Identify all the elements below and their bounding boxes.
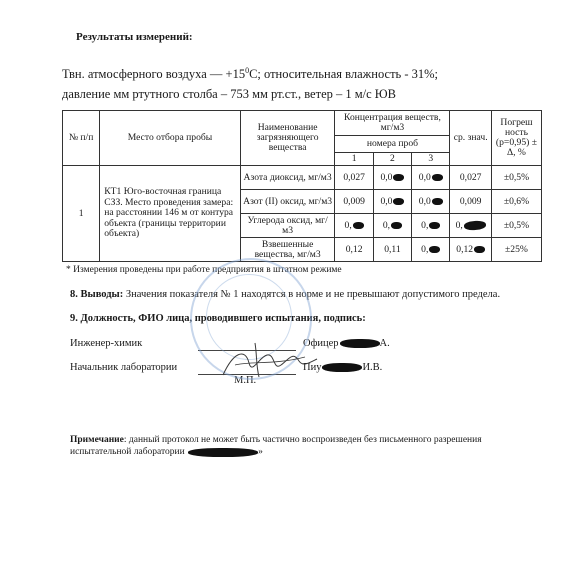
degree-superscript: 0 bbox=[245, 66, 250, 75]
conclusions-label: 8. Выводы: bbox=[70, 289, 124, 300]
header-num: № п/п bbox=[63, 111, 100, 166]
substance-cell: Взвешенные вещества, мг/м3 bbox=[240, 238, 335, 262]
note: Примечание: данный протокол не может быть частично воспроизведен без письменного разрешения испытательной лаборатории » bbox=[70, 435, 482, 458]
value-cell: 0,11 bbox=[373, 238, 411, 262]
redaction-mark bbox=[391, 222, 402, 229]
value-cell: 0,0 bbox=[412, 190, 450, 214]
engineer-name: Офицер А. bbox=[303, 338, 390, 349]
header-concentration: Концентрация веществ, мг/м3 bbox=[335, 111, 450, 136]
conclusions-text: Значения показателя № 1 находятся в норме и не превышают допустимого предела. bbox=[123, 289, 501, 300]
substance-cell: Азот (II) оксид, мг/м3 bbox=[240, 190, 335, 214]
header-sample-1: 1 bbox=[335, 153, 373, 166]
avg-cell: 0,027 bbox=[450, 166, 492, 190]
note-text-line2: испытательной лаборатории bbox=[70, 447, 188, 458]
signatures-heading: 9. Должность, ФИО лица, проводившего испытания, подпись: bbox=[70, 313, 366, 324]
sampling-place: КТ1 Юго-восточная граница СЗЗ. Место проведения замера: на расстоянии 146 м от контура объекта (границы территории объекта) bbox=[100, 166, 241, 262]
redaction-mark bbox=[432, 198, 443, 205]
value-cell: 0,0 bbox=[412, 166, 450, 190]
redaction-mark bbox=[340, 339, 380, 348]
header-substance: Наименование загрязняющего вещества bbox=[240, 111, 335, 166]
error-cell: ±0,5% bbox=[491, 214, 541, 238]
stamp-place-label: М.П. bbox=[234, 375, 257, 386]
head-name: Пиу И.В. bbox=[303, 362, 383, 373]
engineer-title: Инженер-химик bbox=[70, 338, 143, 349]
header-sample-2: 2 bbox=[373, 153, 411, 166]
redaction-mark bbox=[429, 222, 440, 229]
avg-cell: 0,12 bbox=[450, 238, 492, 262]
error-cell: ±0,5% bbox=[491, 166, 541, 190]
header-sample-3: 3 bbox=[412, 153, 450, 166]
value-cell: 0, bbox=[335, 214, 373, 238]
results-heading: Результаты измерений: bbox=[76, 31, 193, 43]
value-cell: 0,12 bbox=[335, 238, 373, 262]
substance-cell: Углерода оксид, мг/м3 bbox=[240, 214, 335, 238]
note-text: : данный протокол не может быть частично воспроизведен без письменного разрешения bbox=[123, 435, 482, 445]
redaction-mark bbox=[322, 363, 362, 372]
redaction-mark bbox=[393, 174, 404, 181]
value-cell: 0, bbox=[412, 214, 450, 238]
substance-cell: Азота диоксид, мг/м3 bbox=[240, 166, 335, 190]
humidity-text: С; относительная влажность - 31%; bbox=[249, 67, 439, 82]
row-number: 1 bbox=[63, 166, 100, 262]
pressure-wind-line: давление мм ртутного столба – 753 мм рт.ст., ветер – 1 м/с ЮВ bbox=[62, 87, 396, 101]
avg-cell: 0,009 bbox=[450, 190, 492, 214]
error-cell: ±0,6% bbox=[491, 190, 541, 214]
header-place: Место отбора пробы bbox=[100, 111, 241, 166]
value-cell: 0,0 bbox=[373, 166, 411, 190]
note-label: Примечание bbox=[70, 435, 124, 445]
header-error: Погреш ность (р=0,95) ± Δ, % bbox=[491, 111, 541, 166]
avg-cell: 0, bbox=[450, 214, 492, 238]
measurements-table bbox=[62, 110, 542, 262]
signature-icon bbox=[215, 335, 325, 385]
error-cell: ±25% bbox=[491, 238, 541, 262]
redaction-mark bbox=[429, 246, 440, 253]
redaction-mark bbox=[188, 448, 258, 457]
value-cell: 0, bbox=[412, 238, 450, 262]
value-cell: 0,0 bbox=[373, 190, 411, 214]
value-cell: 0, bbox=[373, 214, 411, 238]
air-conditions-line bbox=[62, 66, 438, 82]
table-row bbox=[63, 166, 542, 190]
redaction-mark bbox=[432, 174, 443, 181]
temperature-text: Твн. атмосферного воздуха — +15 bbox=[62, 67, 246, 82]
header-sample-numbers: номера проб bbox=[335, 136, 450, 153]
value-cell: 0,009 bbox=[335, 190, 373, 214]
footnote: * Измерения проведены при работе предприятия в штатном режиме bbox=[66, 265, 342, 275]
head-title: Начальник лаборатории bbox=[70, 362, 178, 373]
redaction-mark bbox=[353, 222, 364, 229]
redaction-mark bbox=[463, 220, 486, 231]
redaction-mark bbox=[474, 246, 485, 253]
value-cell: 0,027 bbox=[335, 166, 373, 190]
redaction-mark bbox=[393, 198, 404, 205]
header-avg: ср. знач. bbox=[450, 111, 492, 166]
